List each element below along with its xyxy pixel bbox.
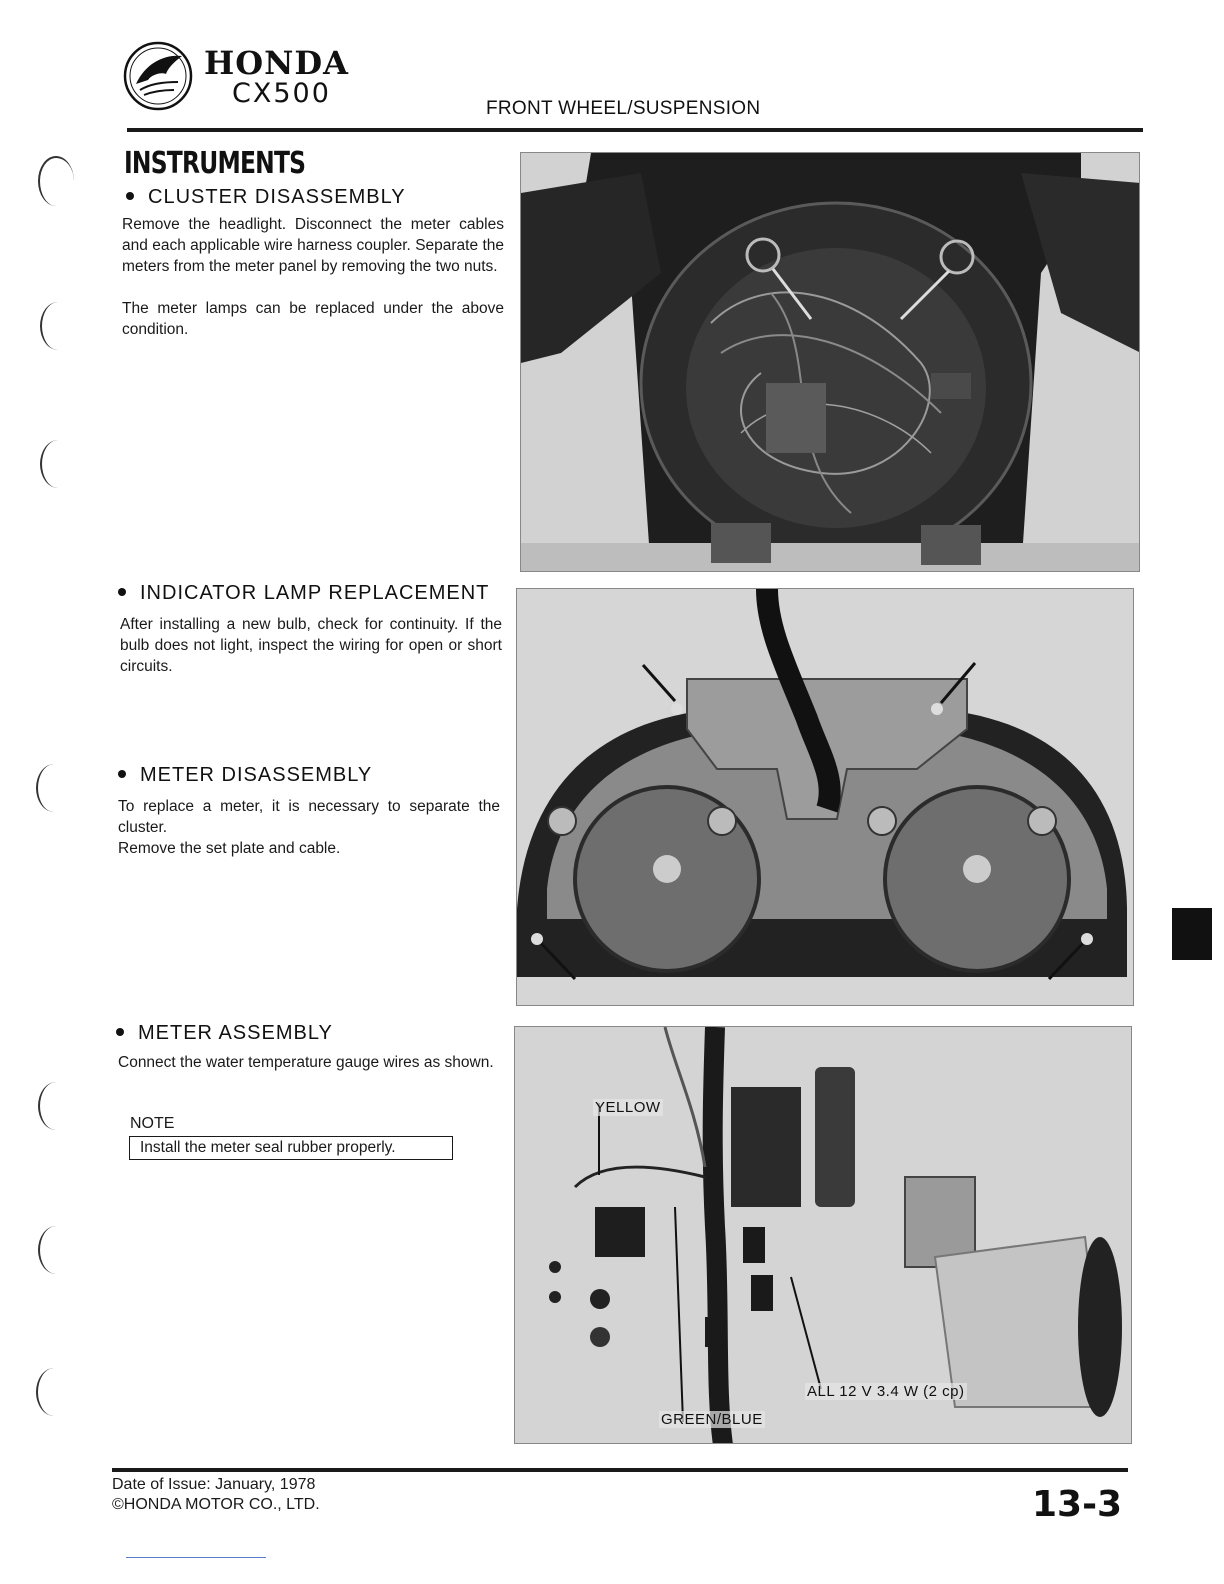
footer-rule [112, 1468, 1128, 1472]
bullet-icon [118, 588, 126, 596]
bullet-icon [118, 770, 126, 778]
paragraph: Connect the water temperature gauge wires as shown. [118, 1054, 494, 1071]
issue-date: Date of Issue: January, 1978 [112, 1476, 316, 1493]
paragraph: To replace a meter, it is necessary to separate the cluster. [118, 798, 500, 836]
subheading-indicator-lamp-replacement: INDICATOR LAMP REPLACEMENT [118, 582, 489, 605]
subheading-meter-assembly: METER ASSEMBLY [116, 1022, 333, 1045]
section-tab-marker [1172, 908, 1212, 960]
bullet-icon [126, 192, 134, 200]
binder-hole-mark [38, 1082, 74, 1130]
scan-artifact-line [126, 1557, 266, 1558]
binder-hole-mark [40, 440, 76, 488]
wire-label-green-blue: GREEN/BLUE [661, 1411, 763, 1428]
photo-illustration [515, 1027, 1132, 1444]
paragraph: Remove the set plate and cable. [118, 840, 341, 857]
honda-logo [122, 40, 194, 112]
model-name: CX500 [232, 78, 331, 109]
note-label: NOTE [130, 1115, 175, 1132]
paragraph: The meter lamps can be replaced under the above condition. [122, 300, 504, 338]
bullet-icon [116, 1028, 124, 1036]
page-number: 13-3 [1032, 1484, 1123, 1525]
page-heading: INSTRUMENTS [124, 146, 306, 181]
honda-wing-icon [122, 40, 194, 112]
note-box: Install the meter seal rubber properly. [129, 1136, 453, 1160]
photo-illustration [517, 589, 1134, 1006]
binder-hole-mark [40, 302, 76, 350]
photo-meter-disassembly [516, 588, 1134, 1006]
wire-label-yellow: YELLOW [595, 1099, 661, 1116]
paragraph: After installing a new bulb, check for continuity. If the bulb does not light, inspect the wiring for open or short circuits. [120, 616, 502, 675]
section-title: FRONT WHEEL/SUSPENSION [486, 98, 761, 119]
photo-illustration [521, 153, 1140, 572]
binder-hole-mark [38, 1226, 74, 1274]
copyright: ©HONDA MOTOR CO., LTD. [112, 1496, 320, 1513]
bulb-spec-label: ALL 12 V 3.4 W (2 cp) [807, 1383, 965, 1400]
brand-name: HONDA [204, 44, 349, 82]
subheading-meter-disassembly: METER DISASSEMBLY [118, 764, 372, 787]
photo-cluster-disassembly [520, 152, 1140, 572]
binder-hole-mark [36, 1368, 72, 1416]
photo-meter-assembly [514, 1026, 1132, 1444]
binder-hole-mark [38, 156, 74, 206]
header-rule [127, 128, 1143, 132]
binder-hole-mark [36, 764, 72, 812]
subheading-cluster-disassembly: CLUSTER DISASSEMBLY [126, 186, 406, 209]
paragraph: Remove the headlight. Disconnect the meter cables and each applicable wire harness coupler. Separate the meters from the meter panel by removing the two nuts. [122, 216, 504, 275]
